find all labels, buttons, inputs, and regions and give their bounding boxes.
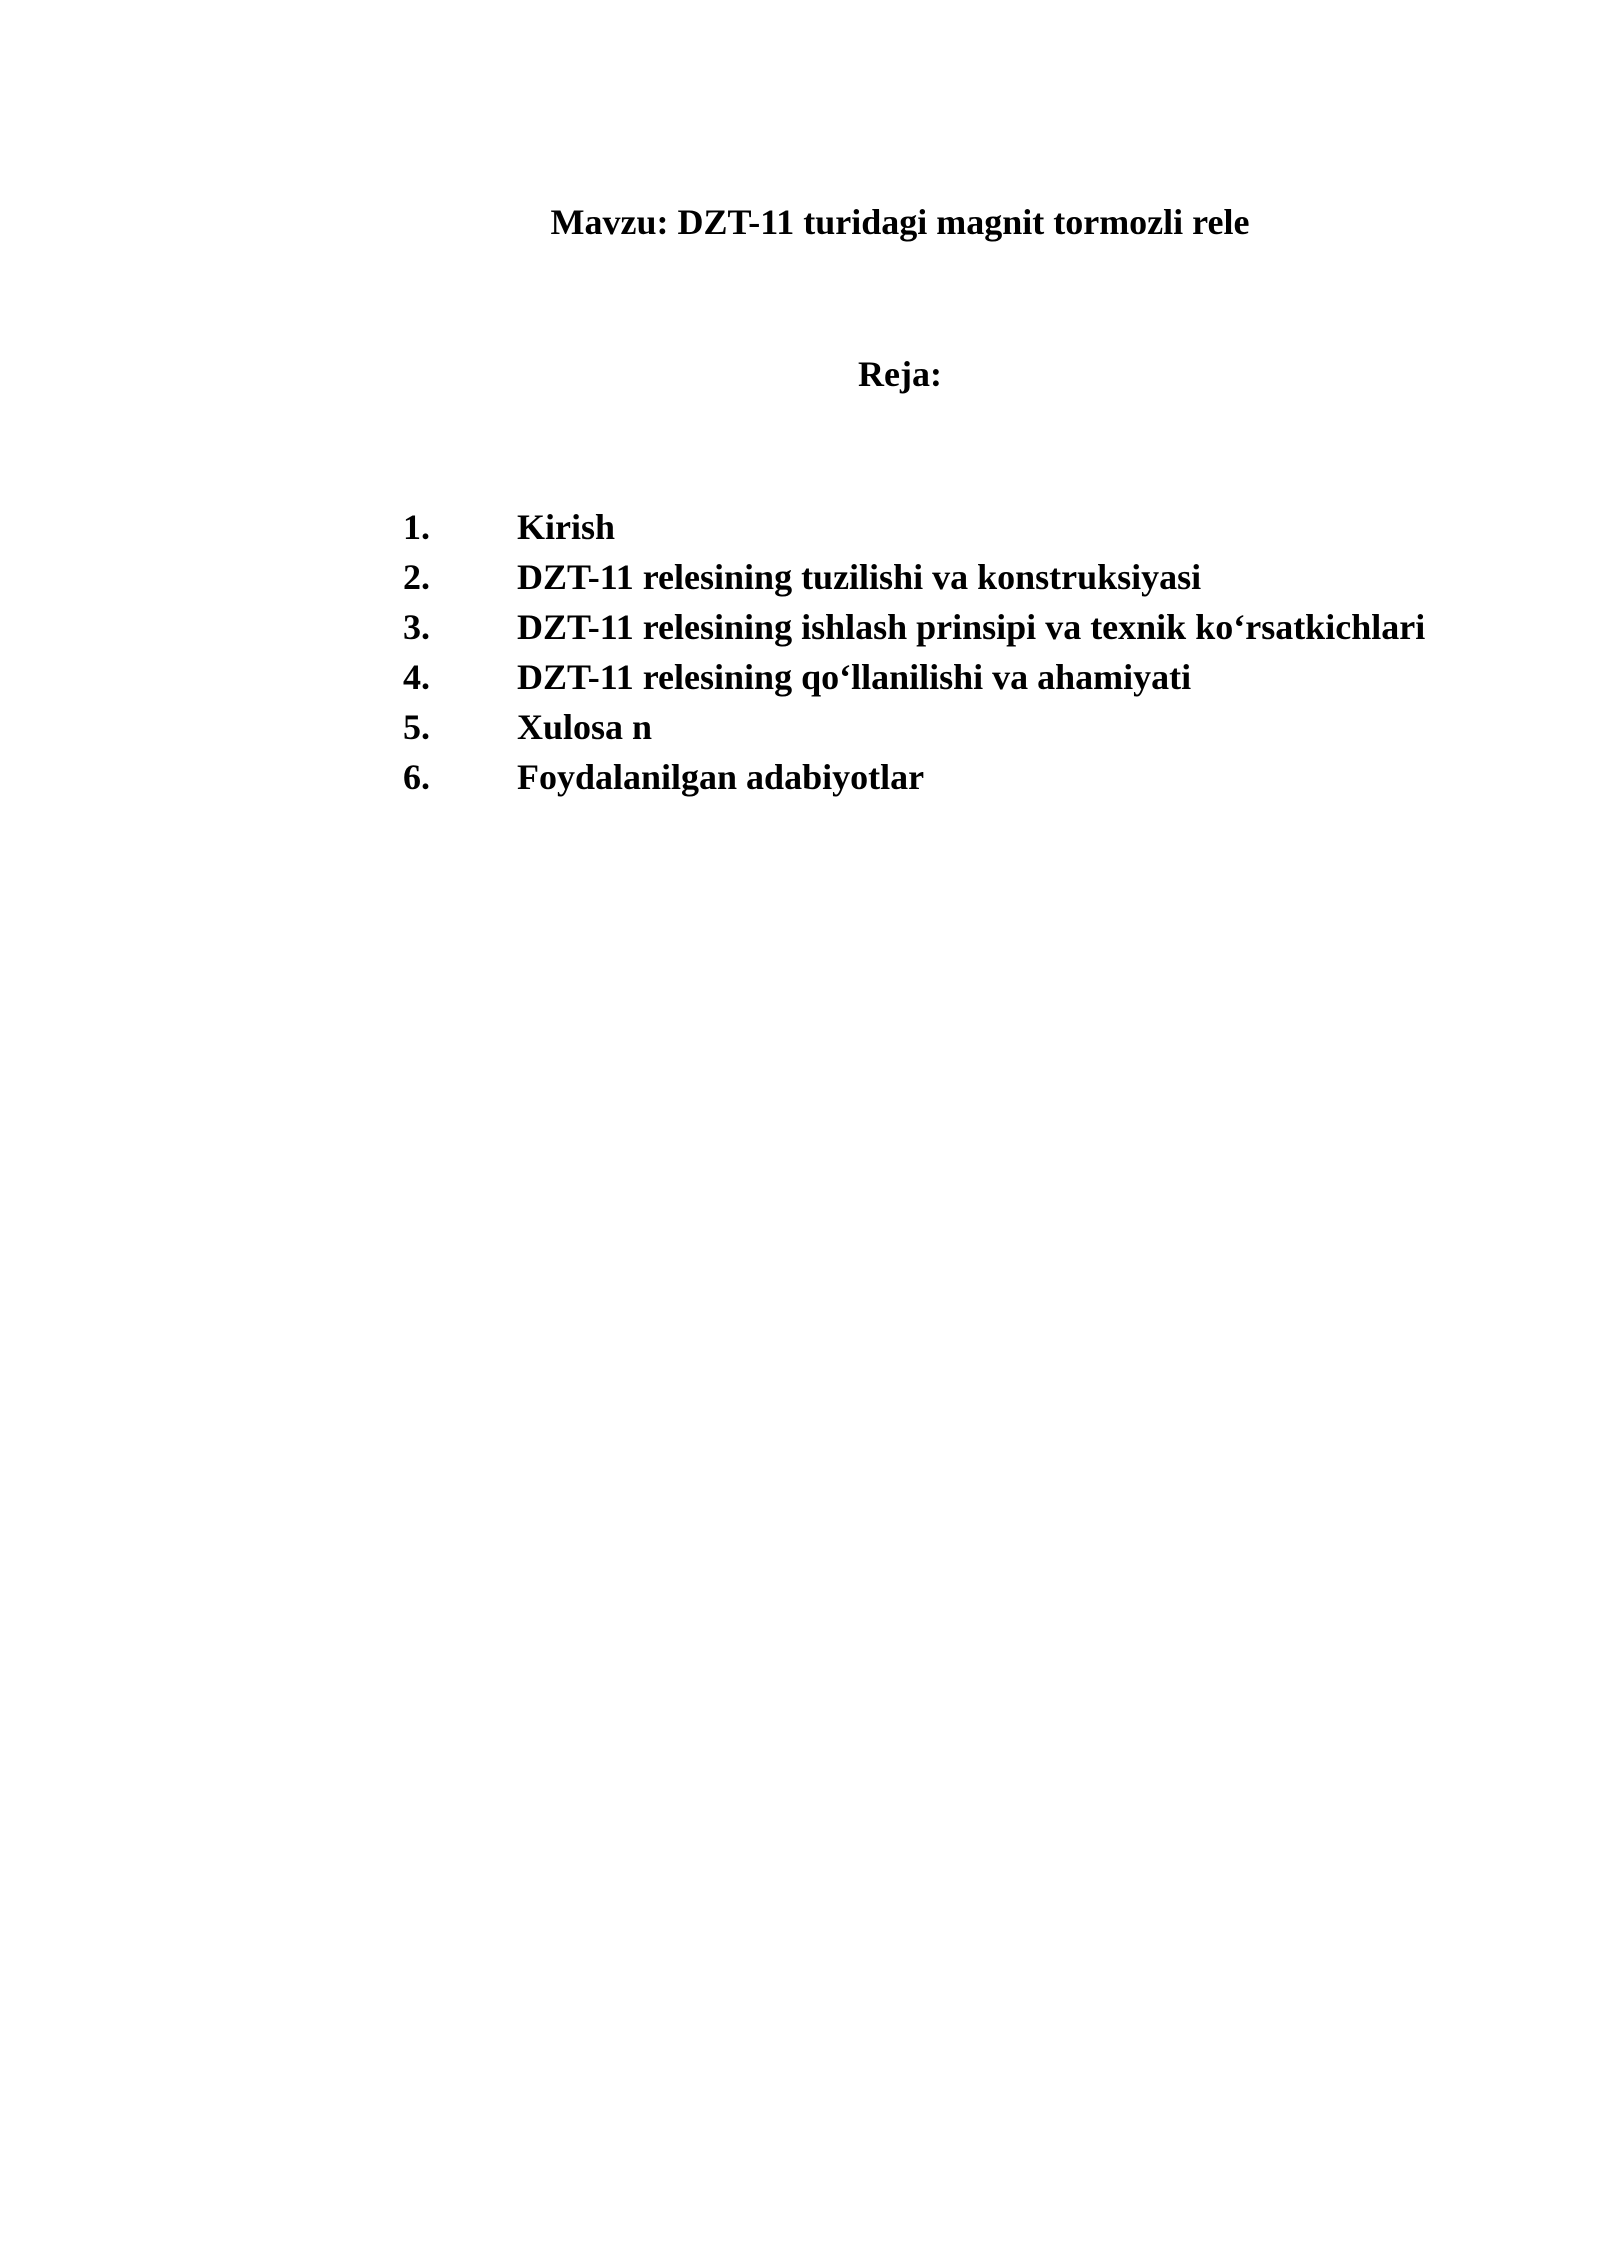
list-item-number: 3.: [403, 607, 430, 647]
list-item-number: 1.: [403, 507, 430, 547]
plan-heading: Reja:: [858, 354, 942, 394]
list-item-number: 2.: [403, 557, 430, 597]
list-item-number: 6.: [403, 757, 430, 797]
plan-list: [403, 502, 1425, 802]
list-item-text: DZT-11 relesining qo‘llanilishi va ahamiyati: [517, 657, 1192, 697]
list-item-text: Xulosa n: [517, 707, 653, 747]
list-item-text: Kirish: [517, 507, 616, 547]
list-item: [403, 502, 1425, 552]
list-item-text: DZT-11 relesining ishlash prinsipi va texnik ko‘rsatkichlari: [517, 607, 1426, 647]
list-item: [403, 702, 1425, 752]
list-item: [403, 652, 1425, 702]
list-item: [403, 602, 1425, 652]
list-item: [403, 552, 1425, 602]
list-item-number: 4.: [403, 657, 430, 697]
document-title: Mavzu: DZT-11 turidagi magnit tormozli rele: [550, 202, 1250, 242]
list-item-text: DZT-11 relesining tuzilishi va konstruksiyasi: [517, 557, 1202, 597]
list-item: [403, 752, 1425, 802]
list-item-text: Foydalanilgan adabiyotlar: [517, 757, 925, 797]
list-item-number: 5.: [403, 707, 430, 747]
